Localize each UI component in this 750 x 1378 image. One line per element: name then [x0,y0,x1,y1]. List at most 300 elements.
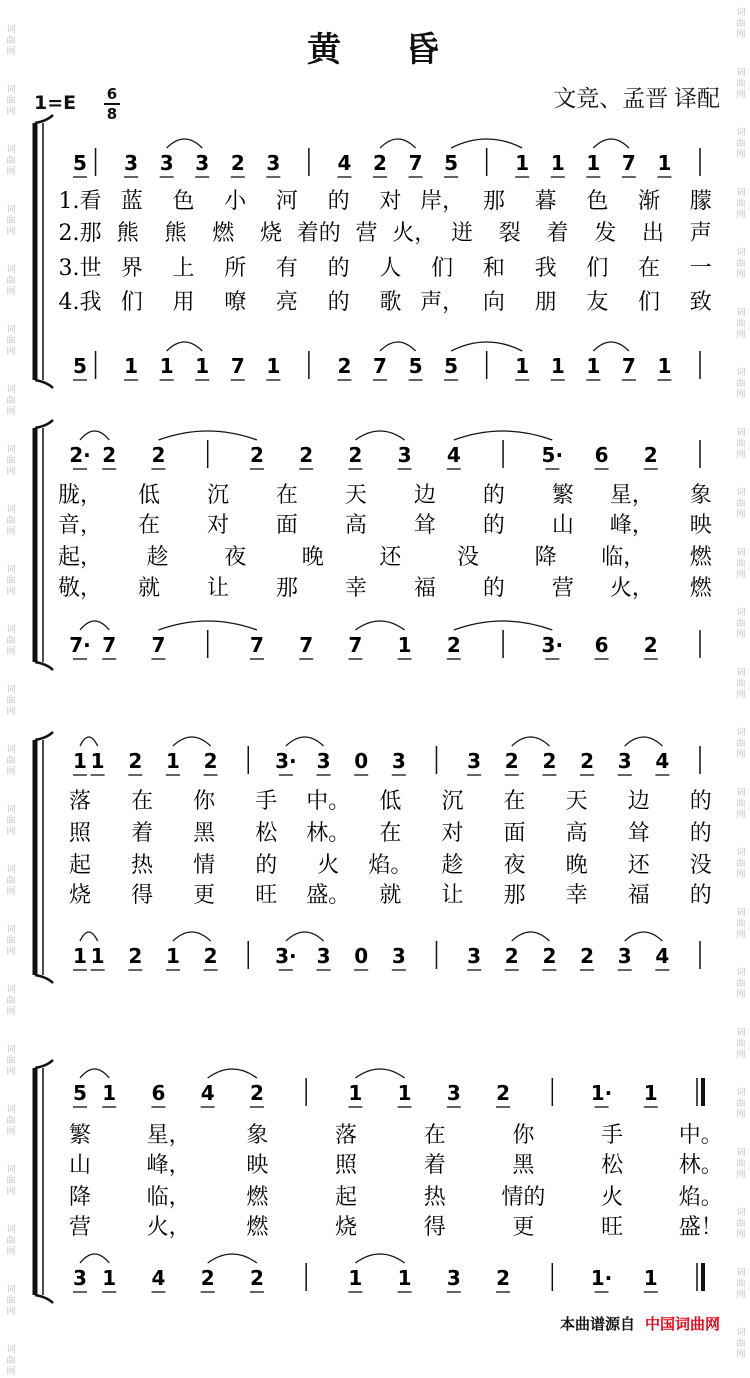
lyric-verse-1: 在 [275,483,298,508]
note-upper: 2 [373,151,387,175]
lyric-verse-2: 面 [503,821,526,846]
note-lower: 3 [316,944,331,968]
watermark: 词 曲 网 [6,685,16,717]
slur-arc [80,431,109,440]
watermark: 词 曲 网 [6,445,16,477]
note-upper: 3· [275,749,297,773]
lyric-verse-4: 火， [146,1215,191,1240]
slur-arc [80,621,109,630]
lyric-verse-2: 出 [642,221,665,246]
note-lower: 3· [275,944,297,968]
lyric-verse-3: 们 [586,256,609,281]
lyric-verse-1: 在 [131,789,154,814]
lyric-verse-1: 那 [482,189,505,214]
lyric-verse-4: 的 [482,576,505,601]
lyric-verse-2: 林。 [306,821,351,846]
lyric-verse-3: 趁 [441,853,464,878]
lyric-verse-2: 峰， [609,513,654,538]
lyric-verse-2: 对 [441,821,464,846]
lyric-verse-3: 有 [275,256,298,281]
lyric-verse-3: 起 [68,853,92,878]
key-signature: 1=E [34,92,77,114]
lyric-verse-3: 晚 [565,853,588,878]
note-upper: 2 [496,1081,511,1105]
slur-arc [355,1254,404,1263]
bracket-hook [35,1060,53,1068]
bracket-hook [35,732,53,740]
lyric-verse-3: 的 [255,853,278,878]
lyric-verse-1: 边 [627,789,650,814]
watermark: 词 曲 网 [736,608,746,640]
lyric-verse-3: 还 [627,853,650,878]
note-upper: 1 [165,749,180,773]
lyric-verse-1: 低 [379,789,402,814]
bracket-hook [35,975,53,983]
watermark: 词 曲 网 [736,1088,746,1120]
note-lower: 1 [515,354,530,378]
lyric-verse-2: 着 [423,1153,446,1178]
watermark: 词 曲 网 [6,1225,16,1257]
note-upper: 4 [200,1081,215,1105]
note-lower: 7 [249,633,264,657]
lyric-verse-1: 手 [601,1123,624,1148]
lyric-verse-4: 更 [512,1215,535,1240]
lyric-verse-2: 着的 [296,221,341,246]
lyric-verse-4: 那 [503,883,526,908]
meter-top: 6 [106,85,118,103]
note-lower: 4 [655,944,670,968]
lyric-verse-4: 烧 [335,1215,358,1240]
lyric-verse-1: 你 [193,789,216,814]
slur-arc [173,737,211,746]
note-upper: 6 [151,1081,166,1105]
lyric-verse-4: 向 [482,290,505,315]
lyric-verse-2: 耸 [413,513,436,538]
lyric-verse-1: 落 [335,1123,358,1148]
note-lower: 2 [249,1266,264,1290]
lyric-verse-3: 夜 [224,545,247,570]
note-lower: 4 [151,1266,166,1290]
note-lower: 0 [354,944,369,968]
lyric-verse-4: 营 [68,1215,92,1240]
note-lower: 2 [446,633,461,657]
note-upper: 6 [594,443,609,467]
lyric-verse-4: 让 [441,883,464,908]
slur-arc [593,139,629,148]
lyric-verse-2: 面 [275,513,298,538]
note-lower: 1 [90,944,105,968]
note-upper: 1 [348,1081,363,1105]
lyric-verse-1: 象 [246,1123,269,1148]
lyric-verse-3: 和 [482,256,505,281]
slur-arc [451,139,522,148]
lyric-verse-4: 就 [137,576,160,601]
note-lower: 1 [195,354,210,378]
note-lower: 1 [102,1266,117,1290]
watermark: 词 曲 网 [6,1285,16,1317]
note-upper: 2 [128,749,143,773]
lyric-verse-1: 对 [379,189,402,214]
bracket-hook [35,1295,53,1303]
note-upper: 2 [348,443,363,467]
lyric-verse-3: 们 [431,256,454,281]
lyric-verse-2: 高 [565,821,588,846]
note-upper: 3 [617,749,632,773]
lyric-verse-4: 声， [420,290,465,315]
note-lower: 7 [621,354,636,378]
lyric-verse-4: 旺 [601,1215,624,1240]
slur-arc [80,932,98,941]
lyric-verse-1: 天 [565,789,588,814]
lyric-verse-4: 火， [609,576,654,601]
watermark: 词 曲 网 [736,188,746,220]
lyric-verse-1: 的 [689,789,712,814]
lyric-verse-2: 映 [689,513,712,538]
lyric-verse-1: 在 [503,789,526,814]
watermark: 词 曲 网 [6,25,16,57]
lyric-verse-1: 中。 [306,789,351,814]
lyric-verse-4: 燃 [246,1215,269,1240]
lyric-verse-3: 在 [638,256,661,281]
note-upper: 2· [69,443,91,467]
lyric-verse-4: 得 [131,883,154,908]
note-upper: 3 [124,151,139,175]
lyric-verse-3: 的 [327,256,350,281]
lyric-verse-2: 熊 [164,221,187,246]
note-lower: 1 [159,354,174,378]
lyric-verse-1: 沉 [206,483,229,508]
lyric-verse-3: 火 [601,1185,624,1210]
lyric-verse-4: 让 [206,576,229,601]
lyric-verse-3: 火 [317,853,340,878]
lyric-verse-3: 上 [172,256,195,281]
slur-arc [173,932,211,941]
watermark: 词 曲 网 [6,1165,16,1197]
note-upper: 3 [446,1081,461,1105]
watermark: 词 曲 网 [736,68,746,100]
source-site[interactable]: 中国词曲网 [644,1315,720,1333]
note-upper: 5 [73,1081,87,1105]
lyric-verse-3: 焰。 [368,853,413,878]
note-upper: 2 [249,1081,264,1105]
watermark: 词 曲 网 [6,1345,16,1377]
note-lower: 7 [230,354,245,378]
lyric-verse-2: 林。 [678,1153,723,1178]
note-lower: 2 [337,354,352,378]
lyric-verse-2: 照 [68,821,92,846]
note-upper: 2 [203,749,218,773]
lyric-verse-2: 在 [137,513,160,538]
lyric-verse-1: 手 [255,789,278,814]
note-lower: 1 [657,354,672,378]
lyric-verse-4: 用 [172,290,195,315]
note-upper: 1 [515,151,530,175]
slur-arc [625,932,663,941]
note-upper: 2 [580,749,595,773]
lyric-verse-1: 边 [413,483,436,508]
lyric-verse-3: 降 [68,1185,92,1210]
note-lower: 1 [124,354,139,378]
lyric-verse-2: 着 [546,221,569,246]
lyric-verse-1: 朦 [689,189,712,214]
slur-arc [593,342,629,351]
watermark: 词 曲 网 [736,428,746,460]
lyric-verse-2: 黑 [193,821,216,846]
note-lower: 7 [299,633,314,657]
slur-arc [80,1254,109,1263]
lyric-verse-4: 们 [638,290,661,315]
lyric-verse-1: 河 [275,189,298,214]
bracket-hook [35,662,53,670]
note-upper: 1 [102,1081,117,1105]
note-lower: 2 [504,944,519,968]
note-lower: 3 [617,944,632,968]
note-lower: 2 [128,944,143,968]
title-char-2: 昏 [405,30,443,70]
lyric-verse-4: 4.我 [58,290,102,315]
lyric-verse-1: 你 [512,1123,535,1148]
lyric-verse-2: 声 [689,221,712,246]
lyric-verse-4: 朋 [534,290,557,315]
note-lower: 6 [594,633,609,657]
note-lower: 7 [151,633,166,657]
note-lower: 7 [373,354,387,378]
lyric-verse-3: 情 [193,853,216,878]
watermark: 词 曲 网 [736,248,746,280]
lyric-verse-1: 星， [146,1123,191,1148]
lyric-verse-3: 没 [689,853,712,878]
note-upper: 7 [621,151,636,175]
lyric-verse-1: 渐 [638,189,661,214]
lyric-verse-2: 的 [482,513,505,538]
lyric-verse-4: 嘹 [224,290,247,315]
note-upper: 2 [504,749,519,773]
slur-arc [380,342,416,351]
slur-arc [80,737,98,746]
lyric-verse-1: 在 [423,1123,446,1148]
note-upper: 2 [230,151,245,175]
note-upper: 3 [195,151,210,175]
watermark: 词 曲 网 [736,308,746,340]
watermark: 词 曲 网 [736,368,746,400]
note-lower: 7 [348,633,363,657]
lyric-verse-3: 热 [131,853,154,878]
watermark: 词 曲 网 [736,668,746,700]
slur-arc [286,737,324,746]
lyric-verse-3: 热 [423,1185,446,1210]
watermark: 词 曲 网 [6,985,16,1017]
lyric-verse-2: 松 [255,821,278,846]
lyric-verse-4: 营 [551,576,574,601]
note-lower: 1 [397,633,412,657]
lyric-verse-2: 烧 [260,221,283,246]
lyric-verse-1: 星， [609,483,654,508]
lyric-verse-2: 照 [335,1153,358,1178]
lyric-verse-2: 峰， [146,1153,191,1178]
lyric-verse-1: 暮 [534,189,557,214]
lyric-verse-1: 的 [482,483,505,508]
lyric-verse-3: 所 [224,256,247,281]
lyric-verse-2: 火， [392,221,437,246]
lyric-verse-4: 幸 [344,576,367,601]
note-lower: 3 [446,1266,461,1290]
note-lower: 2 [542,944,557,968]
bracket-hook [35,380,53,388]
lyric-verse-2: 黑 [512,1153,535,1178]
lyric-verse-4: 友 [586,290,609,315]
note-lower: 2 [200,1266,215,1290]
watermark: 词 曲 网 [6,625,16,657]
lyric-verse-3: 情的 [501,1185,546,1210]
lyric-verse-1: 天 [344,483,367,508]
note-lower: 2 [580,944,595,968]
watermark: 词 曲 网 [736,1208,746,1240]
lyric-verse-3: 一 [689,256,712,281]
slur-arc [380,139,416,148]
lyric-verse-4: 们 [120,290,143,315]
watermark: 词 曲 网 [6,805,16,837]
lyric-verse-4: 得 [423,1215,446,1240]
lyric-verse-1: 沉 [441,789,464,814]
watermark: 词 曲 网 [6,385,16,417]
watermark: 词 曲 网 [6,145,16,177]
lyric-verse-4: 就 [379,883,402,908]
watermark: 词 曲 网 [736,488,746,520]
note-upper: 1 [643,1081,658,1105]
slur-arc [355,621,404,630]
watermark: 词 曲 网 [736,1268,746,1300]
note-upper: 1 [73,749,87,773]
watermark: 词 曲 网 [6,85,16,117]
note-upper: 3 [467,749,482,773]
lyric-verse-2: 在 [379,821,402,846]
lyric-verse-1: 繁 [551,483,574,508]
watermark: 词 曲 网 [6,1105,16,1137]
lyric-verse-3: 降 [534,545,557,570]
lyric-verse-4: 盛！ [678,1215,723,1240]
lyric-verse-4: 福 [627,883,650,908]
note-lower: 3 [73,1266,87,1290]
title-char-1: 黄 [307,30,345,70]
lyric-verse-3: 我 [534,256,557,281]
note-lower: 1 [73,944,87,968]
watermark: 词 曲 网 [6,1045,16,1077]
note-upper: 2 [542,749,557,773]
slur-arc [167,342,203,351]
note-upper: 7 [408,151,423,175]
lyric-verse-4: 亮 [275,290,298,315]
lyric-verse-3: 3.世 [58,256,102,281]
lyric-verse-2: 迸 [451,221,474,246]
lyric-verse-1: 象 [689,483,712,508]
slur-arc [208,1069,257,1078]
lyric-verse-2: 高 [344,513,367,538]
note-upper: 4 [337,151,352,175]
slur-arc [451,342,522,351]
lyric-verse-2: 营 [355,221,378,246]
watermark: 词 曲 网 [736,968,746,1000]
lyric-verse-2: 映 [246,1153,269,1178]
lyric-verse-1: 低 [137,483,160,508]
note-lower: 1 [397,1266,412,1290]
watermark: 词 曲 网 [736,1028,746,1060]
note-lower: 1 [266,354,281,378]
translator-credit: 文竞、孟晋 译配 [553,86,720,111]
lyric-verse-3: 起， [57,545,103,570]
slur-arc [208,1254,257,1263]
watermark: 词 曲 网 [6,925,16,957]
lyric-verse-1: 小 [224,189,247,214]
watermark: 词 曲 网 [6,325,16,357]
slur-arc [454,621,552,630]
lyric-verse-1: 蓝 [120,189,143,214]
watermark: 词 曲 网 [6,205,16,237]
slur-arc [512,932,550,941]
slur-arc [158,431,256,440]
note-upper: 4 [655,749,670,773]
lyric-verse-3: 临， [601,545,646,570]
slur-arc [625,737,663,746]
note-lower: 2 [496,1266,511,1290]
watermark: 词 曲 网 [736,548,746,580]
lyric-verse-1: 色 [172,189,195,214]
lyric-verse-1: 中。 [678,1123,723,1148]
note-upper: 4 [446,443,461,467]
lyric-verse-3: 没 [456,545,480,570]
note-upper: 3 [391,749,406,773]
lyric-verse-3: 起 [335,1185,358,1210]
watermark: 词 曲 网 [736,788,746,820]
note-lower: 3· [541,633,564,657]
watermark: 词 曲 网 [6,745,16,777]
note-upper: 1 [550,151,565,175]
slur-arc [286,932,324,941]
note-upper: 5 [444,151,459,175]
lyric-verse-3: 还 [379,545,402,570]
note-lower: 3 [467,944,482,968]
note-upper: 3 [266,151,281,175]
note-upper: 2 [299,443,314,467]
watermark: 词 曲 网 [736,1328,746,1360]
note-lower: 5 [73,354,87,378]
lyric-verse-3: 燃 [689,545,712,570]
note-upper: 2 [643,443,658,467]
lyric-verse-2: 的 [689,821,712,846]
source-label: 本曲谱源自 [559,1315,635,1333]
note-upper: 3 [397,443,412,467]
slur-arc [80,1069,109,1078]
watermark: 词 曲 网 [736,848,746,880]
watermark: 词 曲 网 [736,1148,746,1180]
lyric-verse-4: 盛。 [306,883,351,908]
lyric-verse-4: 的 [689,883,712,908]
note-lower: 1 [165,944,180,968]
slur-arc [454,431,552,440]
lyric-verse-1: 1.看 [58,189,102,214]
bracket-hook [35,420,53,428]
note-lower: 2 [643,633,658,657]
note-lower: 7· [69,633,91,657]
lyric-verse-2: 耸 [627,821,650,846]
slur-arc [512,737,550,746]
lyric-verse-2: 山 [68,1153,92,1178]
note-upper: 3 [159,151,174,175]
lyric-verse-1: 色 [586,189,609,214]
slur-arc [355,431,404,440]
lyric-verse-4: 烧 [68,883,92,908]
lyric-verse-3: 人 [379,256,402,281]
note-lower: 5 [444,354,459,378]
